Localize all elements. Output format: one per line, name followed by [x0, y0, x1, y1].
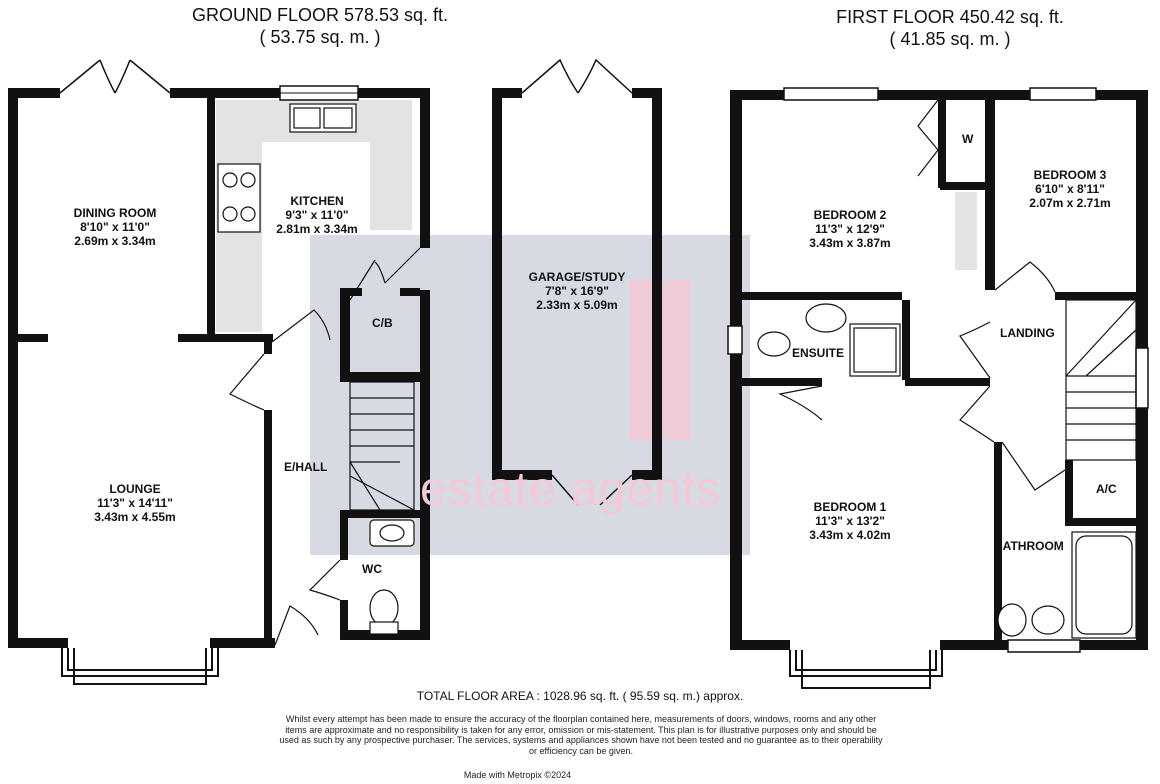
- room-name: BEDROOM 1: [813, 500, 887, 514]
- ground-floor-header: [170, 4, 470, 48]
- room-name: KITCHEN: [290, 194, 344, 208]
- room-lounge: [60, 482, 210, 524]
- hob-icon: [218, 164, 260, 232]
- first-floor-title: FIRST FLOOR 450.42 sq. ft.: [836, 7, 1064, 27]
- toilet-icon: [370, 590, 398, 634]
- made-with-credit: Made with Metropix ©2024: [463, 770, 572, 780]
- first-stairs: [1066, 300, 1136, 460]
- room-imperial: 6'10" x 8'11": [1035, 182, 1105, 196]
- label-wc: WC: [362, 562, 382, 576]
- room-metric: 2.07m x 2.71m: [1029, 196, 1111, 210]
- room-imperial: 7'8" x 16'9": [545, 284, 609, 298]
- room-bedroom3: [1010, 168, 1130, 210]
- ensuite-fixtures: [758, 304, 900, 376]
- kitchen-window: [280, 86, 358, 100]
- room-name: BEDROOM 2: [813, 208, 887, 222]
- room-name: DINING ROOM: [73, 206, 157, 220]
- room-dining: [40, 206, 190, 248]
- room-imperial: 11'3" x 12'9": [815, 222, 885, 236]
- wc-basin-icon: [370, 520, 414, 546]
- room-imperial: 8'10" x 11'0": [80, 220, 150, 234]
- lounge-bay-window: [62, 648, 218, 684]
- label-landing: LANDING: [1000, 326, 1055, 340]
- ground-floor-title: GROUND FLOOR 578.53 sq. ft.: [191, 5, 449, 25]
- room-name: GARAGE/STUDY: [528, 270, 626, 284]
- room-imperial: 11'3" x 14'11": [97, 496, 173, 510]
- room-imperial: 11'3" x 13'2": [815, 514, 885, 528]
- first-floor-header: [790, 6, 1110, 50]
- label-ensuite: ENSUITE: [792, 346, 845, 360]
- dining-french-doors: [60, 60, 170, 93]
- label-w: W: [962, 132, 974, 146]
- disclaimer-text: Whilst every attempt has been made to ensure the accuracy of the floorplan contained here, measurements of doors, windows, rooms and any other items are approximate and no responsibility is taken for any error, omission or mis-statement. This plan is for illustrative purposes only and should be used as such by any prospective purchaser. The services, systems and appliances shown have not been tested and no guarantee as to their operability or efficiency can be given.: [279, 714, 883, 756]
- room-garage: [512, 270, 642, 312]
- label-ehall: E/HALL: [284, 460, 328, 474]
- room-metric: 2.33m x 5.09m: [536, 298, 618, 312]
- room-imperial: 9'3" x 11'0": [285, 208, 349, 222]
- watermark-text: estate agents: [420, 463, 722, 516]
- label-cb: C/B: [372, 316, 393, 330]
- room-bedroom2: [790, 208, 910, 250]
- label-bathroom: BATHROOM: [994, 539, 1064, 553]
- room-kitchen: [262, 194, 372, 236]
- room-metric: 3.43m x 3.87m: [809, 236, 891, 250]
- total-floor-area: TOTAL FLOOR AREA : 1028.96 sq. ft. ( 95.59 sq. m.) approx.: [416, 689, 744, 703]
- room-metric: 2.69m x 3.34m: [74, 234, 156, 248]
- room-name: BEDROOM 3: [1033, 168, 1107, 182]
- room-metric: 3.43m x 4.02m: [809, 528, 891, 542]
- room-name: LOUNGE: [109, 482, 161, 496]
- ground-floor-subtitle: ( 53.75 sq. m. ): [259, 27, 381, 47]
- room-metric: 2.81m x 3.34m: [276, 222, 358, 236]
- bedroom1-bay-window: [790, 650, 942, 688]
- room-metric: 3.43m x 4.55m: [94, 510, 176, 524]
- first-floor-subtitle: ( 41.85 sq. m. ): [889, 29, 1011, 49]
- room-bedroom1: [790, 500, 910, 542]
- label-ac: A/C: [1096, 482, 1117, 496]
- sink-icon: [290, 104, 356, 132]
